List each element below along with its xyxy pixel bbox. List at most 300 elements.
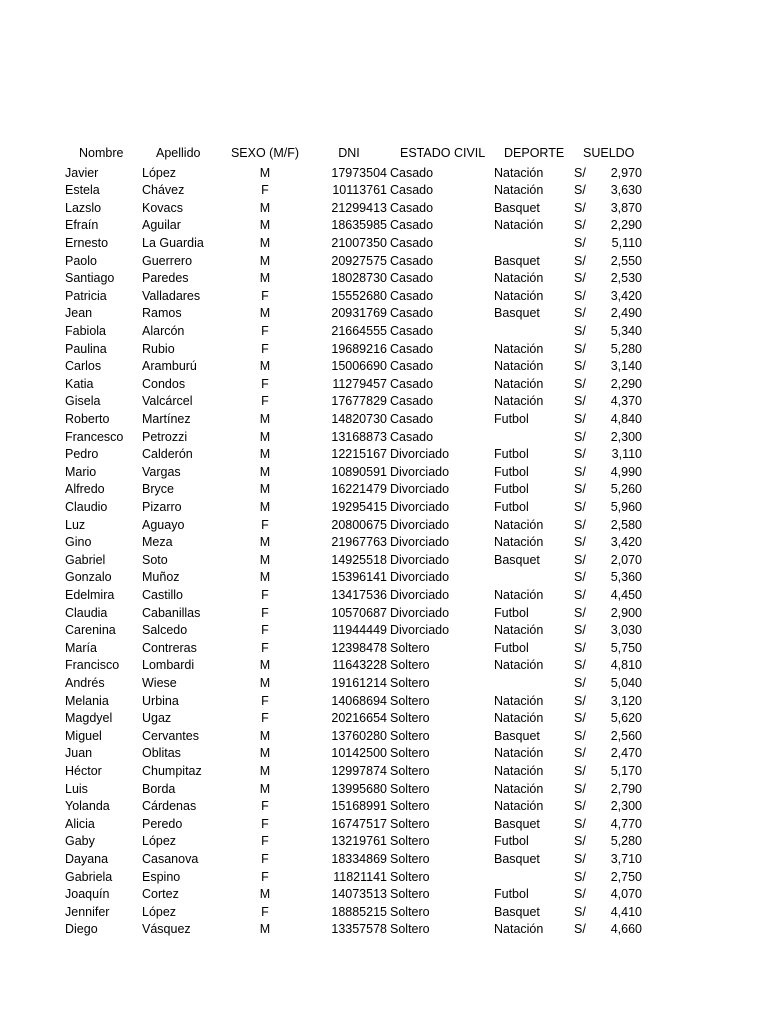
cell-estado-civil: Soltero	[390, 887, 430, 902]
cell-estado-civil: Soltero	[390, 781, 430, 796]
cell-sexo: M	[259, 781, 271, 796]
cell-sueldo: 2,750	[610, 869, 642, 884]
cell-nombre: Gisela	[65, 394, 101, 409]
cell-dni: 19161214	[331, 675, 387, 690]
cell-dni: 14073513	[331, 887, 387, 902]
cell-estado-civil: Divorciado	[390, 570, 450, 585]
cell-currency: S/	[574, 394, 586, 409]
table-row	[0, 587, 768, 605]
cell-dni: 11643228	[332, 658, 387, 673]
cell-apellido: Casanova	[142, 851, 199, 866]
cell-sexo: F	[261, 904, 269, 919]
cell-sexo: M	[259, 411, 271, 426]
cell-apellido: Ramos	[142, 306, 182, 321]
cell-apellido: Aguilar	[142, 218, 181, 233]
table-row	[0, 886, 768, 904]
cell-estado-civil: Casado	[390, 359, 434, 374]
cell-sueldo: 2,300	[610, 799, 642, 814]
cell-currency: S/	[574, 499, 586, 514]
cell-dni: 19689216	[331, 341, 387, 356]
cell-estado-civil: Divorciado	[390, 552, 450, 567]
cell-apellido: Kovacs	[142, 200, 183, 215]
cell-deporte: Basquet	[494, 816, 540, 831]
cell-dni: 11944449	[332, 623, 387, 638]
cell-deporte: Basquet	[494, 253, 540, 268]
cell-estado-civil: Soltero	[390, 693, 430, 708]
cell-estado-civil: Soltero	[390, 904, 430, 919]
cell-sexo: M	[259, 763, 271, 778]
table-row	[0, 182, 768, 200]
cell-deporte: Basquet	[494, 904, 540, 919]
cell-nombre: Gonzalo	[65, 570, 112, 585]
cell-sueldo: 4,840	[610, 411, 642, 426]
cell-dni: 16747517	[331, 816, 387, 831]
cell-apellido: La Guardia	[142, 235, 204, 250]
cell-sueldo: 2,470	[610, 746, 642, 761]
cell-nombre: Luis	[65, 781, 88, 796]
cell-dni: 20216654	[331, 711, 387, 726]
cell-estado-civil: Divorciado	[390, 482, 450, 497]
cell-sexo: F	[261, 640, 269, 655]
cell-dni: 12215167	[331, 447, 387, 462]
header-row	[0, 145, 768, 163]
cell-dni: 16221479	[331, 482, 387, 497]
cell-nombre: Gabriel	[65, 552, 106, 567]
cell-deporte: Futbol	[494, 887, 529, 902]
cell-apellido: Condos	[142, 376, 186, 391]
cell-deporte: Basquet	[494, 552, 540, 567]
cell-currency: S/	[574, 376, 586, 391]
cell-deporte: Natación	[494, 763, 544, 778]
cell-deporte: Basquet	[494, 728, 540, 743]
cell-sueldo: 5,750	[610, 640, 642, 655]
cell-dni: 18334869	[331, 851, 387, 866]
cell-dni: 18885215	[331, 904, 387, 919]
cell-sueldo: 5,040	[610, 675, 642, 690]
cell-sexo: F	[261, 869, 269, 884]
table-row	[0, 305, 768, 323]
cell-deporte: Natación	[494, 359, 544, 374]
cell-nombre: Katia	[65, 376, 94, 391]
cell-nombre: Javier	[65, 165, 99, 180]
cell-sexo: M	[259, 218, 271, 233]
cell-sexo: M	[259, 447, 271, 462]
cell-deporte: Natación	[494, 394, 544, 409]
cell-currency: S/	[574, 271, 586, 286]
cell-sueldo: 2,070	[610, 552, 642, 567]
cell-sexo: F	[261, 394, 269, 409]
cell-estado-civil: Casado	[390, 235, 434, 250]
cell-apellido: Peredo	[142, 816, 183, 831]
cell-currency: S/	[574, 411, 586, 426]
cell-sexo: F	[261, 323, 269, 338]
cell-dni: 14068694	[331, 693, 387, 708]
cell-currency: S/	[574, 623, 586, 638]
cell-nombre: Fabiola	[65, 323, 106, 338]
cell-nombre: Estela	[65, 183, 100, 198]
cell-nombre: Miguel	[65, 728, 102, 743]
cell-deporte: Futbol	[494, 411, 529, 426]
cell-deporte: Futbol	[494, 499, 529, 514]
cell-apellido: Martínez	[142, 411, 191, 426]
cell-apellido: Wiese	[142, 675, 177, 690]
cell-estado-civil: Divorciado	[390, 499, 450, 514]
cell-sueldo: 3,110	[611, 447, 642, 462]
cell-currency: S/	[574, 235, 586, 250]
cell-estado-civil: Soltero	[390, 640, 430, 655]
cell-currency: S/	[574, 323, 586, 338]
cell-currency: S/	[574, 464, 586, 479]
cell-sexo: F	[261, 834, 269, 849]
table-row	[0, 921, 768, 939]
cell-estado-civil: Soltero	[390, 658, 430, 673]
cell-dni: 21299413	[331, 200, 387, 215]
table-row	[0, 851, 768, 869]
cell-estado-civil: Casado	[390, 429, 434, 444]
table-row	[0, 640, 768, 658]
table-row	[0, 534, 768, 552]
table-row	[0, 569, 768, 587]
cell-currency: S/	[574, 781, 586, 796]
header-deporte: DEPORTE	[504, 146, 565, 160]
cell-sexo: M	[259, 200, 271, 215]
table-row	[0, 499, 768, 517]
cell-nombre: Ernesto	[65, 235, 109, 250]
cell-currency: S/	[574, 306, 586, 321]
table-row	[0, 693, 768, 711]
cell-currency: S/	[574, 482, 586, 497]
cell-nombre: Yolanda	[65, 799, 110, 814]
cell-apellido: Vargas	[142, 464, 181, 479]
cell-currency: S/	[574, 675, 586, 690]
cell-estado-civil: Casado	[390, 376, 434, 391]
table-row	[0, 376, 768, 394]
cell-dni: 18028730	[331, 271, 387, 286]
cell-apellido: Soto	[142, 552, 168, 567]
cell-currency: S/	[574, 587, 586, 602]
cell-nombre: Juan	[65, 746, 93, 761]
cell-nombre: María	[65, 640, 97, 655]
cell-estado-civil: Divorciado	[390, 535, 450, 550]
cell-sexo: M	[259, 499, 271, 514]
table-row	[0, 446, 768, 464]
cell-currency: S/	[574, 517, 586, 532]
cell-sexo: M	[259, 746, 271, 761]
cell-estado-civil: Casado	[390, 394, 434, 409]
cell-deporte: Natación	[494, 922, 544, 937]
cell-deporte: Futbol	[494, 834, 529, 849]
cell-deporte: Natación	[494, 535, 544, 550]
cell-apellido: Oblitas	[142, 746, 181, 761]
cell-nombre: Gaby	[65, 834, 95, 849]
table-row	[0, 710, 768, 728]
cell-apellido: Castillo	[142, 587, 183, 602]
cell-currency: S/	[574, 816, 586, 831]
table-row	[0, 833, 768, 851]
cell-nombre: Diego	[65, 922, 98, 937]
table-row	[0, 657, 768, 675]
table-row	[0, 323, 768, 341]
cell-sueldo: 5,170	[610, 763, 642, 778]
cell-deporte: Natación	[494, 711, 544, 726]
cell-nombre: Roberto	[65, 411, 110, 426]
cell-currency: S/	[574, 535, 586, 550]
cell-sexo: M	[259, 552, 271, 567]
table-row	[0, 165, 768, 183]
cell-nombre: Magdyel	[65, 711, 113, 726]
cell-sexo: M	[259, 887, 271, 902]
cell-deporte: Futbol	[494, 482, 529, 497]
cell-apellido: Valcárcel	[142, 394, 193, 409]
cell-nombre: Santiago	[65, 271, 115, 286]
cell-deporte: Futbol	[494, 447, 529, 462]
cell-deporte: Natación	[494, 746, 544, 761]
cell-currency: S/	[574, 711, 586, 726]
cell-dni: 12398478	[331, 640, 387, 655]
cell-currency: S/	[574, 869, 586, 884]
cell-apellido: Aguayo	[142, 517, 185, 532]
cell-deporte: Natación	[494, 517, 544, 532]
cell-apellido: Meza	[142, 535, 173, 550]
cell-sexo: M	[259, 570, 271, 585]
cell-apellido: Cortez	[142, 887, 179, 902]
table-row	[0, 869, 768, 887]
cell-sexo: M	[259, 464, 271, 479]
table-row	[0, 622, 768, 640]
cell-dni: 21664555	[331, 323, 387, 338]
cell-apellido: Bryce	[142, 482, 174, 497]
cell-dni: 14925518	[331, 552, 387, 567]
cell-sueldo: 4,070	[610, 887, 642, 902]
cell-sueldo: 2,560	[610, 728, 642, 743]
cell-estado-civil: Casado	[390, 200, 434, 215]
cell-estado-civil: Divorciado	[390, 464, 450, 479]
cell-estado-civil: Casado	[390, 306, 434, 321]
cell-apellido: Aramburú	[142, 359, 197, 374]
cell-nombre: Pedro	[65, 447, 99, 462]
cell-dni: 11821141	[333, 869, 387, 884]
cell-dni: 17973504	[331, 165, 387, 180]
cell-estado-civil: Divorciado	[390, 447, 450, 462]
cell-deporte: Natación	[494, 183, 544, 198]
cell-nombre: Paolo	[65, 253, 97, 268]
cell-deporte: Futbol	[494, 640, 529, 655]
cell-apellido: Pizarro	[142, 499, 182, 514]
cell-nombre: Patricia	[65, 288, 107, 303]
cell-sueldo: 2,490	[610, 306, 642, 321]
cell-nombre: Carenina	[65, 623, 116, 638]
cell-apellido: López	[142, 904, 177, 919]
table-row	[0, 763, 768, 781]
header-apellido: Apellido	[156, 146, 201, 160]
cell-sueldo: 3,630	[610, 183, 642, 198]
cell-sexo: F	[261, 851, 269, 866]
cell-currency: S/	[574, 341, 586, 356]
cell-apellido: Guerrero	[142, 253, 193, 268]
cell-sueldo: 2,290	[610, 376, 642, 391]
header-dni: DNI	[338, 146, 360, 160]
cell-dni: 20927575	[331, 253, 387, 268]
cell-dni: 21967763	[331, 535, 387, 550]
cell-estado-civil: Soltero	[390, 869, 430, 884]
cell-currency: S/	[574, 746, 586, 761]
cell-dni: 14820730	[331, 411, 387, 426]
cell-nombre: Héctor	[65, 763, 102, 778]
cell-sexo: F	[261, 799, 269, 814]
cell-currency: S/	[574, 763, 586, 778]
cell-dni: 13168873	[331, 429, 387, 444]
cell-estado-civil: Soltero	[390, 728, 430, 743]
cell-nombre: Efraín	[65, 218, 99, 233]
cell-dni: 11279457	[332, 376, 387, 391]
cell-apellido: Lombardi	[142, 658, 195, 673]
cell-sueldo: 3,420	[610, 288, 642, 303]
cell-sueldo: 5,960	[610, 499, 642, 514]
cell-sueldo: 5,280	[610, 341, 642, 356]
cell-currency: S/	[574, 834, 586, 849]
table-row	[0, 481, 768, 499]
cell-dni: 20800675	[331, 517, 387, 532]
cell-apellido: Borda	[142, 781, 176, 796]
cell-nombre: Gino	[65, 535, 92, 550]
cell-nombre: Alfredo	[65, 482, 105, 497]
cell-nombre: Dayana	[65, 851, 109, 866]
header-nombre: Nombre	[79, 146, 124, 160]
cell-deporte: Futbol	[494, 605, 529, 620]
cell-deporte: Natación	[494, 218, 544, 233]
cell-dni: 13995680	[331, 781, 387, 796]
table-row	[0, 517, 768, 535]
cell-estado-civil: Soltero	[390, 922, 430, 937]
cell-sueldo: 5,340	[610, 323, 642, 338]
cell-sueldo: 5,280	[610, 834, 642, 849]
table-row	[0, 200, 768, 218]
cell-estado-civil: Casado	[390, 323, 434, 338]
cell-sexo: M	[259, 253, 271, 268]
cell-nombre: Francesco	[65, 429, 124, 444]
table-row	[0, 745, 768, 763]
cell-sueldo: 2,580	[610, 517, 642, 532]
cell-dni: 10142500	[331, 746, 387, 761]
cell-currency: S/	[574, 447, 586, 462]
cell-nombre: Luz	[65, 517, 86, 532]
cell-dni: 10890591	[331, 464, 387, 479]
cell-currency: S/	[574, 552, 586, 567]
cell-deporte: Natación	[494, 799, 544, 814]
table-row	[0, 288, 768, 306]
cell-apellido: Valladares	[142, 288, 201, 303]
cell-sueldo: 3,870	[610, 200, 642, 215]
cell-estado-civil: Casado	[390, 253, 434, 268]
cell-estado-civil: Soltero	[390, 746, 430, 761]
cell-sexo: M	[259, 728, 271, 743]
cell-deporte: Futbol	[494, 464, 529, 479]
cell-currency: S/	[574, 200, 586, 215]
cell-deporte: Natación	[494, 658, 544, 673]
cell-estado-civil: Soltero	[390, 816, 430, 831]
cell-sexo: F	[261, 816, 269, 831]
table-row	[0, 358, 768, 376]
cell-estado-civil: Casado	[390, 411, 434, 426]
cell-sexo: M	[259, 535, 271, 550]
cell-currency: S/	[574, 570, 586, 585]
cell-estado-civil: Soltero	[390, 763, 430, 778]
cell-sexo: M	[259, 429, 271, 444]
cell-apellido: Alarcón	[142, 323, 185, 338]
header-sueldo: SUELDO	[583, 146, 635, 160]
cell-apellido: López	[142, 165, 177, 180]
cell-deporte: Natación	[494, 781, 544, 796]
cell-currency: S/	[574, 640, 586, 655]
cell-dni: 19295415	[331, 499, 387, 514]
cell-currency: S/	[574, 218, 586, 233]
cell-nombre: Andrés	[65, 675, 105, 690]
cell-sueldo: 2,550	[610, 253, 642, 268]
cell-nombre: Carlos	[65, 359, 102, 374]
cell-currency: S/	[574, 851, 586, 866]
cell-nombre: Melania	[65, 693, 109, 708]
cell-sexo: F	[261, 341, 269, 356]
cell-sueldo: 2,790	[610, 781, 642, 796]
cell-apellido: Ugaz	[142, 711, 172, 726]
cell-dni: 21007350	[331, 235, 387, 250]
cell-dni: 13219761	[331, 834, 387, 849]
table-row	[0, 464, 768, 482]
cell-estado-civil: Divorciado	[390, 517, 450, 532]
table-row	[0, 728, 768, 746]
cell-dni: 15552680	[331, 288, 387, 303]
cell-sueldo: 2,970	[610, 165, 642, 180]
table-row	[0, 605, 768, 623]
cell-sexo: M	[259, 306, 271, 321]
cell-sexo: M	[259, 482, 271, 497]
cell-sueldo: 3,140	[610, 359, 642, 374]
cell-apellido: Cabanillas	[142, 605, 201, 620]
cell-sueldo: 2,900	[610, 605, 642, 620]
cell-estado-civil: Divorciado	[390, 605, 450, 620]
cell-currency: S/	[574, 904, 586, 919]
table-row	[0, 411, 768, 429]
cell-estado-civil: Soltero	[390, 711, 430, 726]
cell-sueldo: 5,260	[610, 482, 642, 497]
cell-currency: S/	[574, 693, 586, 708]
cell-currency: S/	[574, 429, 586, 444]
cell-sexo: M	[259, 235, 271, 250]
cell-deporte: Natación	[494, 271, 544, 286]
cell-nombre: Edelmira	[65, 587, 115, 602]
cell-sueldo: 5,110	[611, 235, 642, 250]
cell-apellido: Calderón	[142, 447, 193, 462]
cell-nombre: Mario	[65, 464, 97, 479]
cell-dni: 15006690	[331, 359, 387, 374]
table-row	[0, 816, 768, 834]
cell-sexo: F	[261, 693, 269, 708]
cell-dni: 18635985	[331, 218, 387, 233]
cell-dni: 13357578	[331, 922, 387, 937]
cell-sexo: M	[259, 922, 271, 937]
cell-nombre: Gabriela	[65, 869, 113, 884]
cell-sexo: F	[261, 288, 269, 303]
cell-nombre: Lazslo	[65, 200, 102, 215]
cell-deporte: Natación	[494, 288, 544, 303]
table-row	[0, 235, 768, 253]
cell-sexo: F	[261, 605, 269, 620]
cell-deporte: Natación	[494, 587, 544, 602]
cell-sueldo: 4,990	[610, 464, 642, 479]
cell-nombre: Alicia	[65, 816, 95, 831]
header-estado-civil: ESTADO CIVIL	[400, 146, 486, 160]
cell-apellido: Salcedo	[142, 623, 188, 638]
